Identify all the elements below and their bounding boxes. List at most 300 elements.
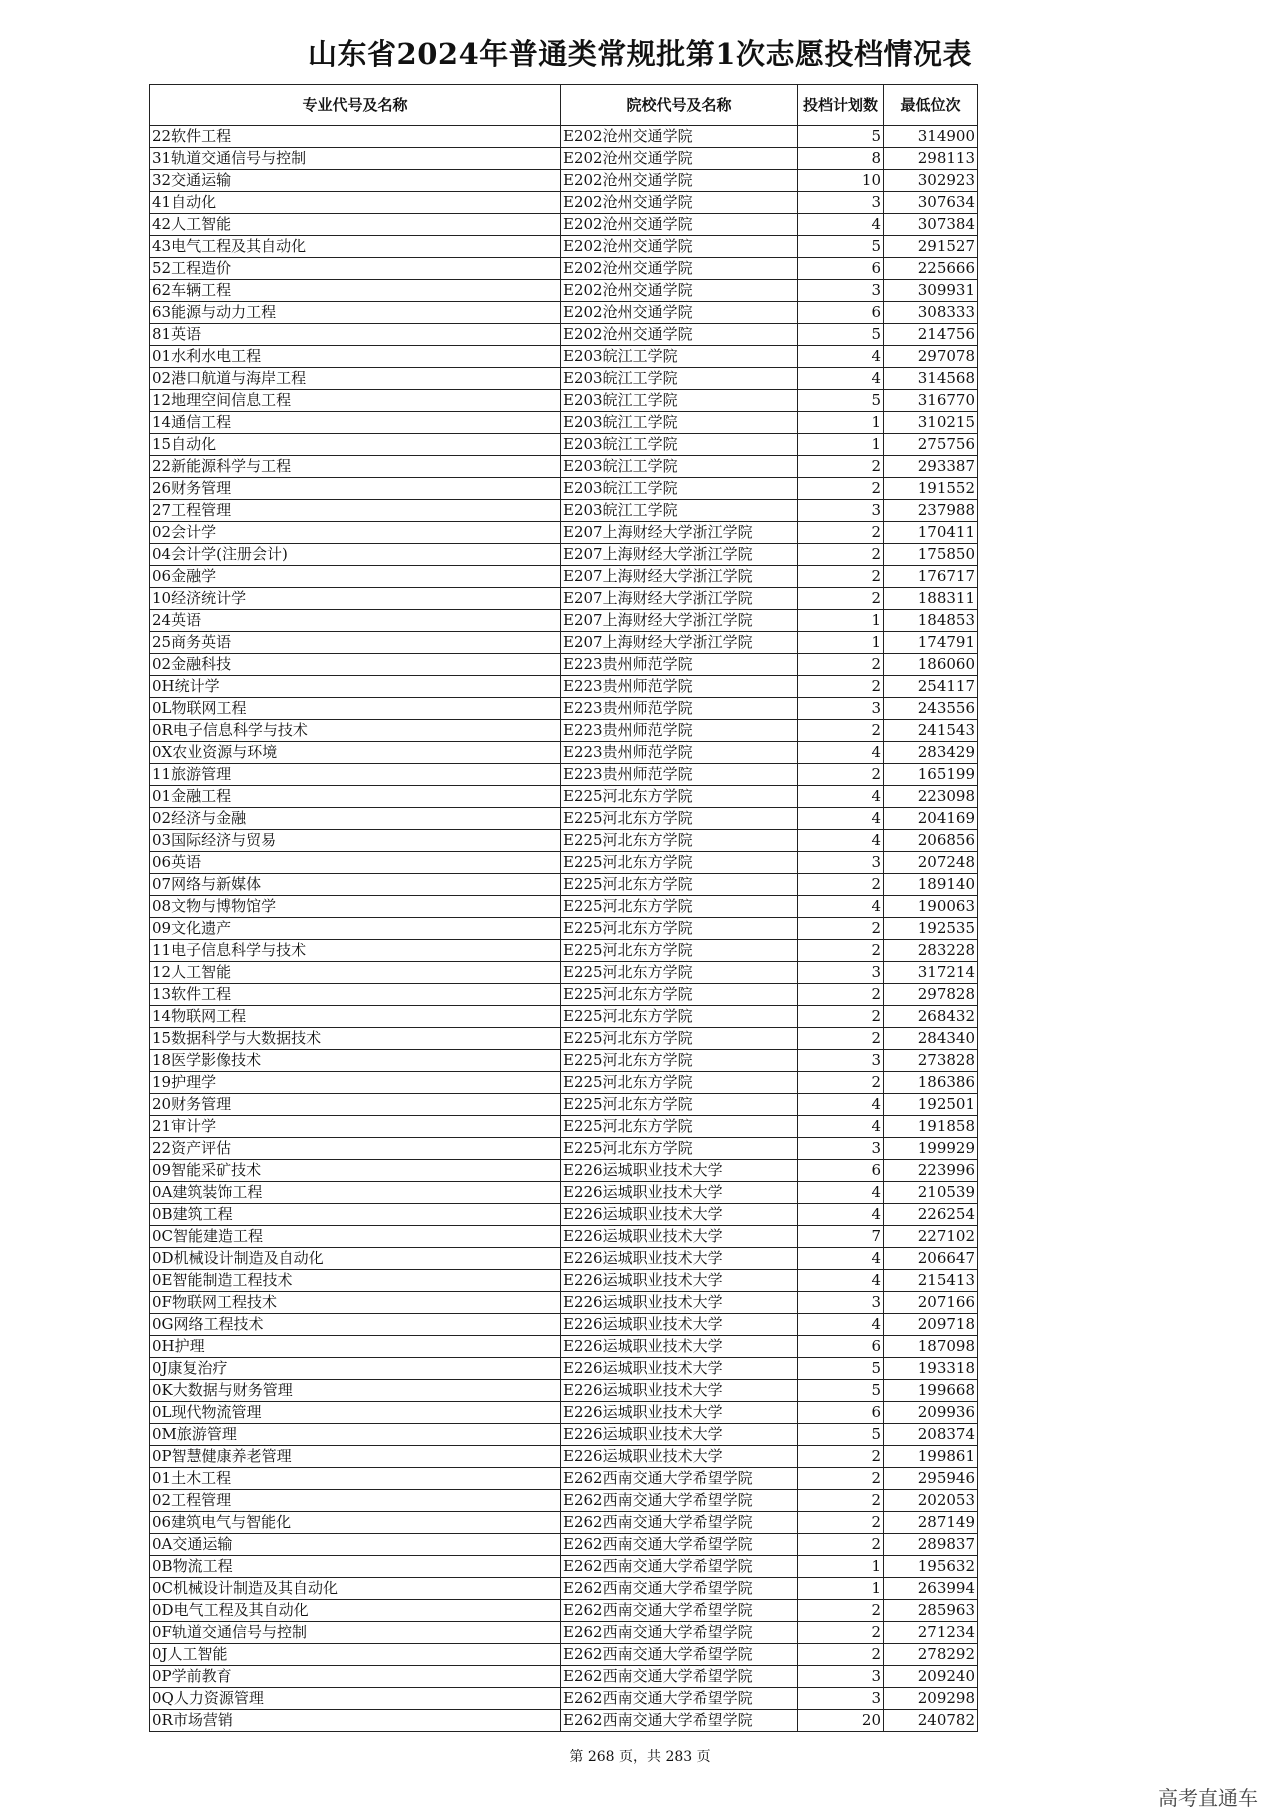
- cell-major: 42人工智能: [150, 214, 561, 236]
- cell-plan-count: 3: [798, 192, 884, 214]
- cell-major: 03国际经济与贸易: [150, 830, 561, 852]
- cell-college: E202沧州交通学院: [561, 324, 798, 346]
- cell-min-rank: 188311: [884, 588, 978, 610]
- table-row: [150, 170, 978, 192]
- cell-college: E225河北东方学院: [561, 1006, 798, 1028]
- cell-min-rank: 297078: [884, 346, 978, 368]
- cell-college: E203皖江工学院: [561, 478, 798, 500]
- cell-major: 11电子信息科学与技术: [150, 940, 561, 962]
- cell-college: E203皖江工学院: [561, 390, 798, 412]
- cell-college: E225河北东方学院: [561, 1138, 798, 1160]
- cell-min-rank: 273828: [884, 1050, 978, 1072]
- cell-college: E225河北东方学院: [561, 896, 798, 918]
- cell-college: E202沧州交通学院: [561, 280, 798, 302]
- cell-college: E225河北东方学院: [561, 984, 798, 1006]
- cell-min-rank: 165199: [884, 764, 978, 786]
- cell-plan-count: 20: [798, 1710, 884, 1732]
- cell-min-rank: 314568: [884, 368, 978, 390]
- table-row: [150, 434, 978, 456]
- cell-plan-count: 4: [798, 1094, 884, 1116]
- cell-min-rank: 193318: [884, 1358, 978, 1380]
- table-row: [150, 346, 978, 368]
- cell-min-rank: 202053: [884, 1490, 978, 1512]
- table-row: [150, 412, 978, 434]
- cell-major: 41自动化: [150, 192, 561, 214]
- table-row: [150, 1160, 978, 1182]
- cell-major: 12人工智能: [150, 962, 561, 984]
- cell-college: E225河北东方学院: [561, 1050, 798, 1072]
- cell-major: 0X农业资源与环境: [150, 742, 561, 764]
- cell-college: E202沧州交通学院: [561, 302, 798, 324]
- cell-major: 81英语: [150, 324, 561, 346]
- cell-college: E202沧州交通学院: [561, 236, 798, 258]
- table-row: [150, 676, 978, 698]
- cell-plan-count: 1: [798, 610, 884, 632]
- cell-college: E203皖江工学院: [561, 412, 798, 434]
- cell-major: 15数据科学与大数据技术: [150, 1028, 561, 1050]
- cell-major: 09智能采矿技术: [150, 1160, 561, 1182]
- table-row: [150, 126, 978, 148]
- table-header-row: [150, 85, 978, 126]
- cell-plan-count: 6: [798, 258, 884, 280]
- cell-min-rank: 209936: [884, 1402, 978, 1424]
- cell-major: 22软件工程: [150, 126, 561, 148]
- cell-college: E226运城职业技术大学: [561, 1182, 798, 1204]
- table-row: [150, 962, 978, 984]
- cell-plan-count: 4: [798, 742, 884, 764]
- table-row: [150, 478, 978, 500]
- cell-min-rank: 192501: [884, 1094, 978, 1116]
- cell-min-rank: 309931: [884, 280, 978, 302]
- page-title: 山东省2024年普通类常规批第1次志愿投档情况表: [308, 37, 972, 71]
- cell-major: 01金融工程: [150, 786, 561, 808]
- cell-min-rank: 293387: [884, 456, 978, 478]
- cell-major: 0Q人力资源管理: [150, 1688, 561, 1710]
- cell-plan-count: 7: [798, 1226, 884, 1248]
- cell-min-rank: 199668: [884, 1380, 978, 1402]
- cell-min-rank: 289837: [884, 1534, 978, 1556]
- header-major: 专业代号及名称: [150, 85, 561, 126]
- cell-plan-count: 6: [798, 1402, 884, 1424]
- table-row: [150, 1512, 978, 1534]
- cell-plan-count: 2: [798, 1028, 884, 1050]
- cell-college: E225河北东方学院: [561, 1072, 798, 1094]
- cell-major: 0F轨道交通信号与控制: [150, 1622, 561, 1644]
- cell-plan-count: 4: [798, 830, 884, 852]
- cell-plan-count: 3: [798, 1292, 884, 1314]
- cell-college: E226运城职业技术大学: [561, 1314, 798, 1336]
- cell-college: E226运城职业技术大学: [561, 1336, 798, 1358]
- cell-major: 0C机械设计制造及其自动化: [150, 1578, 561, 1600]
- cell-plan-count: 1: [798, 1556, 884, 1578]
- cell-plan-count: 4: [798, 1248, 884, 1270]
- cell-college: E225河北东方学院: [561, 918, 798, 940]
- table-row: [150, 808, 978, 830]
- cell-min-rank: 199929: [884, 1138, 978, 1160]
- cell-plan-count: 5: [798, 1380, 884, 1402]
- cell-min-rank: 186386: [884, 1072, 978, 1094]
- cell-min-rank: 192535: [884, 918, 978, 940]
- cell-college: E225河北东方学院: [561, 786, 798, 808]
- cell-plan-count: 1: [798, 1578, 884, 1600]
- table-row: [150, 1556, 978, 1578]
- cell-plan-count: 1: [798, 434, 884, 456]
- cell-college: E226运城职业技术大学: [561, 1358, 798, 1380]
- table-row: [150, 1182, 978, 1204]
- cell-college: E262西南交通大学希望学院: [561, 1600, 798, 1622]
- cell-plan-count: 3: [798, 280, 884, 302]
- table-row: [150, 302, 978, 324]
- cell-min-rank: 214756: [884, 324, 978, 346]
- cell-college: E207上海财经大学浙江学院: [561, 566, 798, 588]
- cell-plan-count: 4: [798, 1182, 884, 1204]
- cell-major: 02港口航道与海岸工程: [150, 368, 561, 390]
- cell-plan-count: 2: [798, 1072, 884, 1094]
- cell-major: 43电气工程及其自动化: [150, 236, 561, 258]
- cell-min-rank: 307634: [884, 192, 978, 214]
- page-footer: 第 268 页，共 283 页: [569, 1749, 711, 1765]
- cell-college: E203皖江工学院: [561, 500, 798, 522]
- cell-plan-count: 2: [798, 1006, 884, 1028]
- cell-min-rank: 184853: [884, 610, 978, 632]
- table-row: [150, 1116, 978, 1138]
- cell-college: E203皖江工学院: [561, 434, 798, 456]
- cell-college: E262西南交通大学希望学院: [561, 1556, 798, 1578]
- cell-major: 12地理空间信息工程: [150, 390, 561, 412]
- cell-major: 0L物联网工程: [150, 698, 561, 720]
- cell-plan-count: 4: [798, 808, 884, 830]
- table-row: [150, 1204, 978, 1226]
- cell-college: E207上海财经大学浙江学院: [561, 632, 798, 654]
- cell-min-rank: 227102: [884, 1226, 978, 1248]
- cell-plan-count: 3: [798, 962, 884, 984]
- cell-college: E203皖江工学院: [561, 456, 798, 478]
- cell-major: 18医学影像技术: [150, 1050, 561, 1072]
- table-row: [150, 258, 978, 280]
- cell-min-rank: 187098: [884, 1336, 978, 1358]
- cell-plan-count: 3: [798, 500, 884, 522]
- cell-college: E225河北东方学院: [561, 1028, 798, 1050]
- table-row: [150, 1578, 978, 1600]
- cell-major: 10经济统计学: [150, 588, 561, 610]
- table-row: [150, 1336, 978, 1358]
- cell-plan-count: 5: [798, 324, 884, 346]
- cell-college: E262西南交通大学希望学院: [561, 1644, 798, 1666]
- cell-major: 0H护理: [150, 1336, 561, 1358]
- cell-college: E226运城职业技术大学: [561, 1248, 798, 1270]
- cell-major: 22新能源科学与工程: [150, 456, 561, 478]
- header-college: 院校代号及名称: [561, 85, 798, 126]
- cell-min-rank: 223996: [884, 1160, 978, 1182]
- cell-min-rank: 174791: [884, 632, 978, 654]
- cell-plan-count: 2: [798, 1446, 884, 1468]
- table-row: [150, 1380, 978, 1402]
- cell-major: 14物联网工程: [150, 1006, 561, 1028]
- cell-major: 11旅游管理: [150, 764, 561, 786]
- cell-major: 06金融学: [150, 566, 561, 588]
- cell-min-rank: 316770: [884, 390, 978, 412]
- cell-major: 0J康复治疗: [150, 1358, 561, 1380]
- cell-min-rank: 287149: [884, 1512, 978, 1534]
- cell-min-rank: 207166: [884, 1292, 978, 1314]
- cell-plan-count: 4: [798, 1204, 884, 1226]
- cell-min-rank: 240782: [884, 1710, 978, 1732]
- cell-college: E202沧州交通学院: [561, 148, 798, 170]
- cell-college: E262西南交通大学希望学院: [561, 1666, 798, 1688]
- table-row: [150, 1402, 978, 1424]
- cell-college: E262西南交通大学希望学院: [561, 1468, 798, 1490]
- cell-plan-count: 6: [798, 302, 884, 324]
- cell-college: E223贵州师范学院: [561, 698, 798, 720]
- cell-college: E262西南交通大学希望学院: [561, 1512, 798, 1534]
- cell-college: E202沧州交通学院: [561, 192, 798, 214]
- cell-major: 0P智慧健康养老管理: [150, 1446, 561, 1468]
- table-row: [150, 1028, 978, 1050]
- cell-major: 0B物流工程: [150, 1556, 561, 1578]
- table-row: [150, 522, 978, 544]
- cell-plan-count: 2: [798, 940, 884, 962]
- table-row: [150, 874, 978, 896]
- cell-college: E226运城职业技术大学: [561, 1270, 798, 1292]
- cell-plan-count: 4: [798, 1270, 884, 1292]
- cell-plan-count: 2: [798, 720, 884, 742]
- cell-plan-count: 1: [798, 412, 884, 434]
- cell-major: 02经济与金融: [150, 808, 561, 830]
- cell-college: E226运城职业技术大学: [561, 1402, 798, 1424]
- cell-college: E202沧州交通学院: [561, 258, 798, 280]
- table-row: [150, 698, 978, 720]
- cell-min-rank: 209298: [884, 1688, 978, 1710]
- cell-major: 02会计学: [150, 522, 561, 544]
- cell-plan-count: 8: [798, 148, 884, 170]
- table-row: [150, 1226, 978, 1248]
- cell-plan-count: 3: [798, 852, 884, 874]
- table-row: [150, 456, 978, 478]
- cell-min-rank: 170411: [884, 522, 978, 544]
- cell-major: 0R电子信息科学与技术: [150, 720, 561, 742]
- table-row: [150, 1710, 978, 1732]
- cell-min-rank: 307384: [884, 214, 978, 236]
- cell-plan-count: 3: [798, 1138, 884, 1160]
- table-row: [150, 610, 978, 632]
- cell-min-rank: 308333: [884, 302, 978, 324]
- cell-major: 21审计学: [150, 1116, 561, 1138]
- cell-major: 22资产评估: [150, 1138, 561, 1160]
- table-row: [150, 786, 978, 808]
- table-row: [150, 1358, 978, 1380]
- cell-college: E225河北东方学院: [561, 852, 798, 874]
- cell-college: E262西南交通大学希望学院: [561, 1710, 798, 1732]
- cell-plan-count: 3: [798, 1666, 884, 1688]
- header-plan-count: 投档计划数: [798, 85, 884, 126]
- cell-min-rank: 210539: [884, 1182, 978, 1204]
- cell-min-rank: 204169: [884, 808, 978, 830]
- cell-min-rank: 263994: [884, 1578, 978, 1600]
- cell-major: 01土木工程: [150, 1468, 561, 1490]
- cell-college: E226运城职业技术大学: [561, 1292, 798, 1314]
- cell-plan-count: 4: [798, 1116, 884, 1138]
- cell-plan-count: 4: [798, 786, 884, 808]
- cell-major: 20财务管理: [150, 1094, 561, 1116]
- cell-plan-count: 3: [798, 1050, 884, 1072]
- table-row: [150, 940, 978, 962]
- table-row: [150, 720, 978, 742]
- table-row: [150, 1666, 978, 1688]
- table-row: [150, 1314, 978, 1336]
- table-row: [150, 1094, 978, 1116]
- cell-college: E226运城职业技术大学: [561, 1424, 798, 1446]
- cell-min-rank: 225666: [884, 258, 978, 280]
- cell-plan-count: 2: [798, 1512, 884, 1534]
- cell-plan-count: 2: [798, 1490, 884, 1512]
- cell-min-rank: 243556: [884, 698, 978, 720]
- cell-plan-count: 2: [798, 456, 884, 478]
- cell-major: 0H统计学: [150, 676, 561, 698]
- table-row: [150, 280, 978, 302]
- cell-college: E225河北东方学院: [561, 940, 798, 962]
- cell-major: 27工程管理: [150, 500, 561, 522]
- table-row: [150, 1050, 978, 1072]
- cell-major: 02金融科技: [150, 654, 561, 676]
- table-row: [150, 390, 978, 412]
- cell-major: 26财务管理: [150, 478, 561, 500]
- cell-min-rank: 295946: [884, 1468, 978, 1490]
- cell-min-rank: 206856: [884, 830, 978, 852]
- cell-plan-count: 3: [798, 1688, 884, 1710]
- cell-min-rank: 175850: [884, 544, 978, 566]
- cell-college: E262西南交通大学希望学院: [561, 1490, 798, 1512]
- table-row: [150, 1424, 978, 1446]
- cell-major: 0A建筑装饰工程: [150, 1182, 561, 1204]
- admission-table: [149, 84, 978, 1732]
- cell-min-rank: 291527: [884, 236, 978, 258]
- cell-min-rank: 226254: [884, 1204, 978, 1226]
- cell-college: E225河北东方学院: [561, 1116, 798, 1138]
- cell-min-rank: 284340: [884, 1028, 978, 1050]
- cell-min-rank: 237988: [884, 500, 978, 522]
- cell-min-rank: 207248: [884, 852, 978, 874]
- cell-college: E262西南交通大学希望学院: [561, 1688, 798, 1710]
- table-row: [150, 236, 978, 258]
- cell-major: 13软件工程: [150, 984, 561, 1006]
- table-row: [150, 896, 978, 918]
- table-row: [150, 742, 978, 764]
- cell-min-rank: 199861: [884, 1446, 978, 1468]
- cell-plan-count: 1: [798, 632, 884, 654]
- cell-min-rank: 223098: [884, 786, 978, 808]
- cell-major: 07网络与新媒体: [150, 874, 561, 896]
- cell-college: E226运城职业技术大学: [561, 1380, 798, 1402]
- cell-min-rank: 215413: [884, 1270, 978, 1292]
- cell-major: 0R市场营销: [150, 1710, 561, 1732]
- cell-major: 15自动化: [150, 434, 561, 456]
- cell-major: 63能源与动力工程: [150, 302, 561, 324]
- cell-college: E225河北东方学院: [561, 874, 798, 896]
- cell-plan-count: 2: [798, 478, 884, 500]
- cell-plan-count: 5: [798, 1358, 884, 1380]
- cell-plan-count: 4: [798, 346, 884, 368]
- cell-min-rank: 208374: [884, 1424, 978, 1446]
- cell-major: 09文化遗产: [150, 918, 561, 940]
- watermark-logo: 高考直通车: [1158, 1786, 1258, 1810]
- cell-college: E225河北东方学院: [561, 1094, 798, 1116]
- cell-major: 0P学前教育: [150, 1666, 561, 1688]
- cell-min-rank: 190063: [884, 896, 978, 918]
- cell-plan-count: 2: [798, 1622, 884, 1644]
- cell-major: 08文物与博物馆学: [150, 896, 561, 918]
- cell-major: 32交通运输: [150, 170, 561, 192]
- table-row: [150, 1622, 978, 1644]
- cell-college: E225河北东方学院: [561, 808, 798, 830]
- cell-college: E226运城职业技术大学: [561, 1204, 798, 1226]
- cell-major: 0J人工智能: [150, 1644, 561, 1666]
- cell-min-rank: 209718: [884, 1314, 978, 1336]
- cell-plan-count: 5: [798, 1424, 884, 1446]
- cell-college: E223贵州师范学院: [561, 676, 798, 698]
- cell-min-rank: 314900: [884, 126, 978, 148]
- cell-min-rank: 191858: [884, 1116, 978, 1138]
- cell-college: E223贵州师范学院: [561, 742, 798, 764]
- cell-major: 0B建筑工程: [150, 1204, 561, 1226]
- cell-college: E223贵州师范学院: [561, 720, 798, 742]
- table-row: [150, 324, 978, 346]
- cell-major: 0M旅游管理: [150, 1424, 561, 1446]
- cell-min-rank: 186060: [884, 654, 978, 676]
- cell-plan-count: 10: [798, 170, 884, 192]
- cell-college: E226运城职业技术大学: [561, 1160, 798, 1182]
- cell-major: 19护理学: [150, 1072, 561, 1094]
- cell-plan-count: 2: [798, 918, 884, 940]
- cell-college: E203皖江工学院: [561, 346, 798, 368]
- cell-min-rank: 206647: [884, 1248, 978, 1270]
- cell-plan-count: 2: [798, 566, 884, 588]
- cell-college: E225河北东方学院: [561, 962, 798, 984]
- cell-min-rank: 271234: [884, 1622, 978, 1644]
- cell-plan-count: 3: [798, 698, 884, 720]
- cell-college: E262西南交通大学希望学院: [561, 1622, 798, 1644]
- cell-plan-count: 2: [798, 522, 884, 544]
- table-row: [150, 852, 978, 874]
- cell-min-rank: 298113: [884, 148, 978, 170]
- cell-min-rank: 254117: [884, 676, 978, 698]
- cell-major: 24英语: [150, 610, 561, 632]
- cell-min-rank: 176717: [884, 566, 978, 588]
- cell-min-rank: 189140: [884, 874, 978, 896]
- cell-min-rank: 195632: [884, 1556, 978, 1578]
- cell-major: 0L现代物流管理: [150, 1402, 561, 1424]
- table-row: [150, 1534, 978, 1556]
- table-row: [150, 1468, 978, 1490]
- table-row: [150, 588, 978, 610]
- table-row: [150, 1490, 978, 1512]
- cell-plan-count: 2: [798, 588, 884, 610]
- cell-plan-count: 4: [798, 896, 884, 918]
- cell-major: 0A交通运输: [150, 1534, 561, 1556]
- cell-major: 0K大数据与财务管理: [150, 1380, 561, 1402]
- table-row: [150, 918, 978, 940]
- table-row: [150, 1644, 978, 1666]
- cell-college: E262西南交通大学希望学院: [561, 1534, 798, 1556]
- cell-college: E223贵州师范学院: [561, 654, 798, 676]
- table-row: [150, 654, 978, 676]
- cell-college: E203皖江工学院: [561, 368, 798, 390]
- cell-major: 14通信工程: [150, 412, 561, 434]
- cell-plan-count: 5: [798, 126, 884, 148]
- cell-min-rank: 302923: [884, 170, 978, 192]
- cell-college: E202沧州交通学院: [561, 214, 798, 236]
- cell-min-rank: 209240: [884, 1666, 978, 1688]
- cell-min-rank: 283228: [884, 940, 978, 962]
